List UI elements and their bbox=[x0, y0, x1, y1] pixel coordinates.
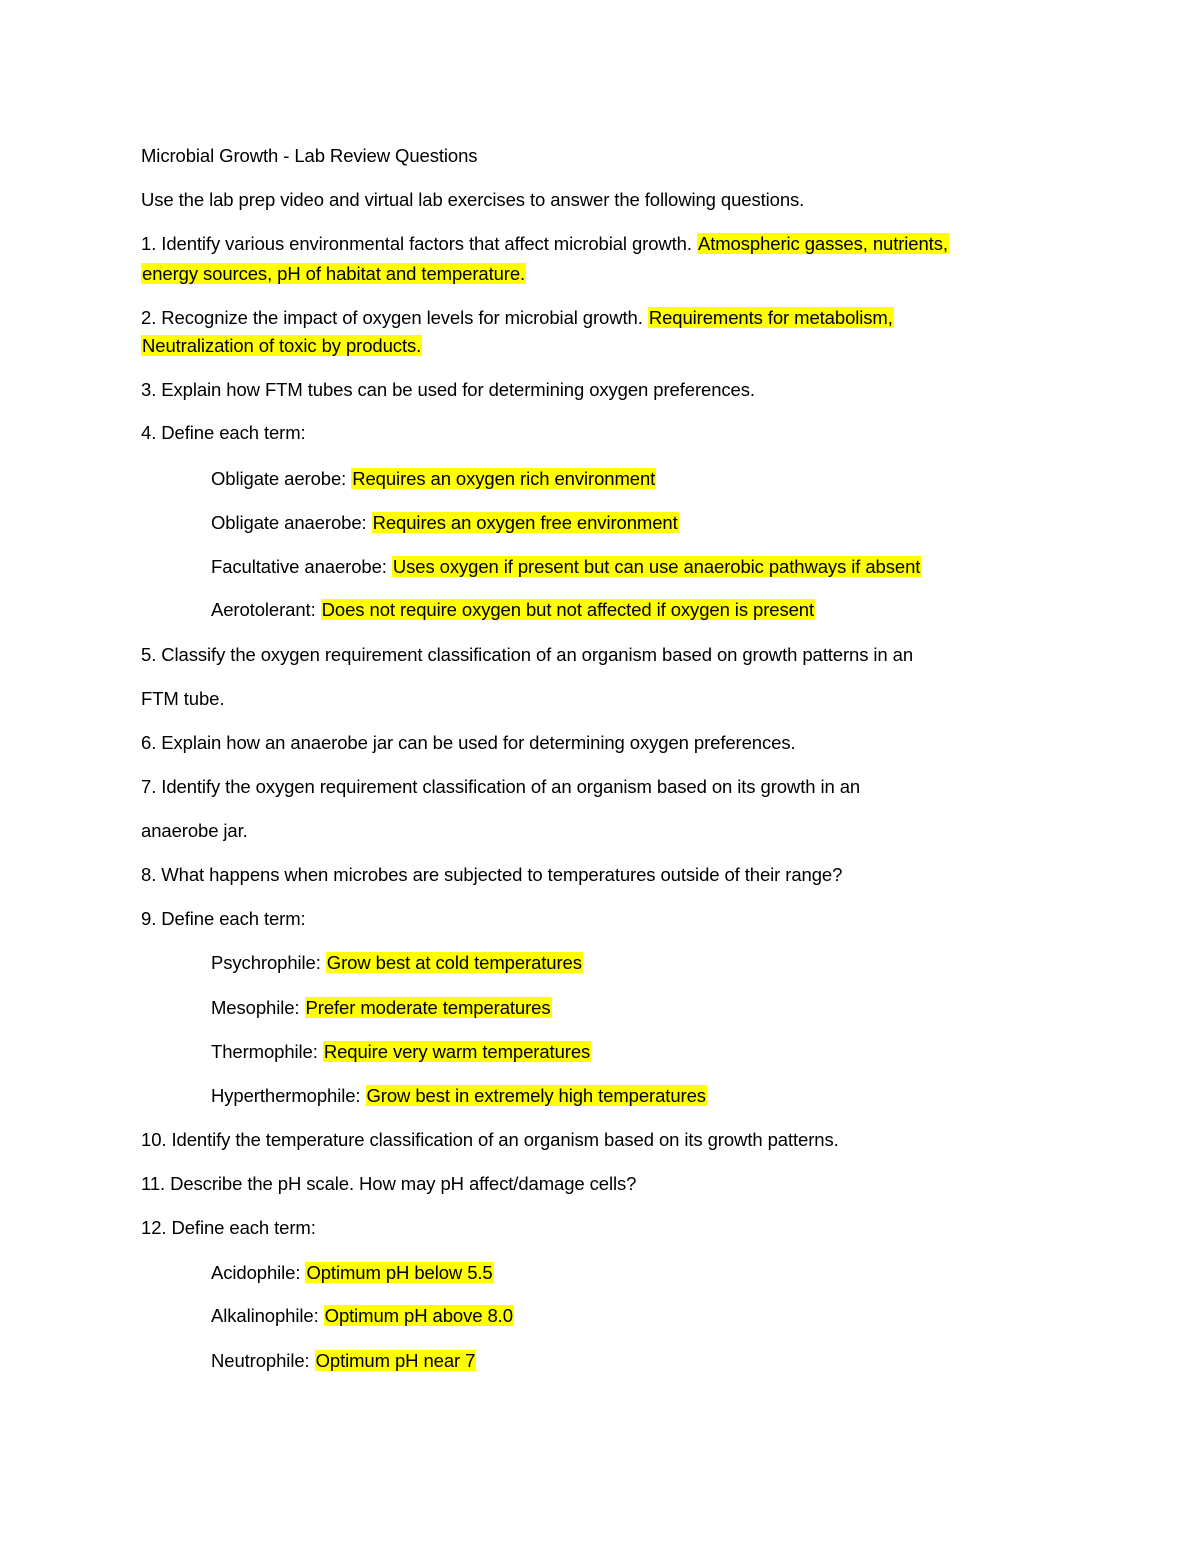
question-number: 12. bbox=[141, 1217, 167, 1238]
term-definition: Optimum pH above 8.0 bbox=[324, 1305, 513, 1326]
question-1-answer-continued bbox=[141, 261, 526, 287]
question-text: Explain how FTM tubes can be used for determining oxygen preferences. bbox=[156, 379, 755, 400]
question-5 bbox=[141, 642, 913, 668]
term-hyperthermophile bbox=[211, 1083, 707, 1109]
question-text: Define each term: bbox=[166, 1217, 316, 1238]
question-text: Define each term: bbox=[156, 908, 306, 929]
term-label: Aerotolerant: bbox=[211, 599, 321, 620]
question-1 bbox=[141, 231, 949, 257]
instructions-text: Use the lab prep video and virtual lab exercises to answer the following questions. bbox=[141, 189, 805, 210]
question-2 bbox=[141, 305, 894, 331]
term-definition: Prefer moderate temperatures bbox=[305, 997, 551, 1018]
question-text: Identify the oxygen requirement classification of an organism based on its growth in an bbox=[156, 776, 861, 797]
term-label: Acidophile: bbox=[211, 1262, 306, 1283]
term-label: Facultative anaerobe: bbox=[211, 556, 392, 577]
question-7 bbox=[141, 774, 860, 800]
question-text: Identify the temperature classification of an organism based on its growth patterns. bbox=[166, 1129, 839, 1150]
term-definition: Requires an oxygen free environment bbox=[372, 512, 678, 533]
question-11 bbox=[141, 1171, 636, 1197]
question-number: 5. bbox=[141, 644, 157, 665]
term-definition: Uses oxygen if present but can use anaerobic pathways if absent bbox=[392, 556, 921, 577]
question-number: 7. bbox=[141, 776, 157, 797]
term-label: Obligate anaerobe: bbox=[211, 512, 372, 533]
question-12 bbox=[141, 1215, 316, 1241]
document-title: Microbial Growth - Lab Review Questions bbox=[141, 145, 478, 166]
term-neutrophile bbox=[211, 1348, 476, 1374]
term-thermophile bbox=[211, 1039, 591, 1065]
question-number: 8. bbox=[141, 864, 157, 885]
answer-highlight: Requirements for metabolism, bbox=[648, 307, 893, 328]
question-number: 11. bbox=[141, 1173, 166, 1194]
term-definition: Require very warm temperatures bbox=[323, 1041, 591, 1062]
answer-highlight: Neutralization of toxic by products. bbox=[142, 335, 422, 356]
term-label: Obligate aerobe: bbox=[211, 468, 352, 489]
term-acidophile bbox=[211, 1260, 494, 1286]
question-2-answer-continued bbox=[141, 333, 422, 359]
term-definition: Grow best in extremely high temperatures bbox=[366, 1085, 706, 1106]
question-8 bbox=[141, 862, 842, 888]
term-label: Psychrophile: bbox=[211, 952, 326, 973]
question-9 bbox=[141, 906, 306, 932]
term-label: Thermophile: bbox=[211, 1041, 323, 1062]
answer-highlight: energy sources, pH of habitat and temperature. bbox=[142, 263, 526, 284]
question-text: Identify various environmental factors that affect microbial growth. bbox=[156, 233, 697, 254]
question-3 bbox=[141, 377, 755, 403]
term-label: Alkalinophile: bbox=[211, 1305, 324, 1326]
question-number: 6. bbox=[141, 732, 157, 753]
term-definition: Optimum pH near 7 bbox=[315, 1350, 476, 1371]
answer-highlight: Atmospheric gasses, nutrients, bbox=[697, 233, 948, 254]
question-number: 2. bbox=[141, 307, 157, 328]
question-7-continued: anaerobe jar. bbox=[141, 820, 248, 841]
question-4 bbox=[141, 420, 306, 446]
question-number: 3. bbox=[141, 379, 157, 400]
question-text: Define each term: bbox=[156, 422, 306, 443]
term-definition: Does not require oxygen but not affected if oxygen is present bbox=[321, 599, 815, 620]
question-text: Classify the oxygen requirement classification of an organism based on growth patterns in an bbox=[156, 644, 914, 665]
term-mesophile bbox=[211, 995, 552, 1021]
question-number: 1. bbox=[141, 233, 157, 254]
question-text: What happens when microbes are subjected to temperatures outside of their range? bbox=[156, 864, 843, 885]
term-definition: Grow best at cold temperatures bbox=[326, 952, 582, 973]
term-label: Neutrophile: bbox=[211, 1350, 315, 1371]
question-number: 9. bbox=[141, 908, 157, 929]
term-aerotolerant bbox=[211, 597, 815, 623]
term-definition: Requires an oxygen rich environment bbox=[352, 468, 656, 489]
term-definition: Optimum pH below 5.5 bbox=[306, 1262, 493, 1283]
question-text: Recognize the impact of oxygen levels for microbial growth. bbox=[156, 307, 648, 328]
question-number: 10. bbox=[141, 1129, 167, 1150]
term-obligate-anaerobe bbox=[211, 510, 679, 536]
term-obligate-aerobe bbox=[211, 466, 656, 492]
term-label: Hyperthermophile: bbox=[211, 1085, 366, 1106]
term-alkalinophile bbox=[211, 1303, 514, 1329]
question-10 bbox=[141, 1127, 839, 1153]
question-number: 4. bbox=[141, 422, 157, 443]
question-text: Explain how an anaerobe jar can be used for determining oxygen preferences. bbox=[156, 732, 796, 753]
question-text: Describe the pH scale. How may pH affect/damage cells? bbox=[165, 1173, 637, 1194]
question-5-continued: FTM tube. bbox=[141, 688, 225, 709]
question-6 bbox=[141, 730, 796, 756]
term-label: Mesophile: bbox=[211, 997, 305, 1018]
term-facultative-anaerobe bbox=[211, 554, 921, 580]
term-psychrophile bbox=[211, 950, 583, 976]
